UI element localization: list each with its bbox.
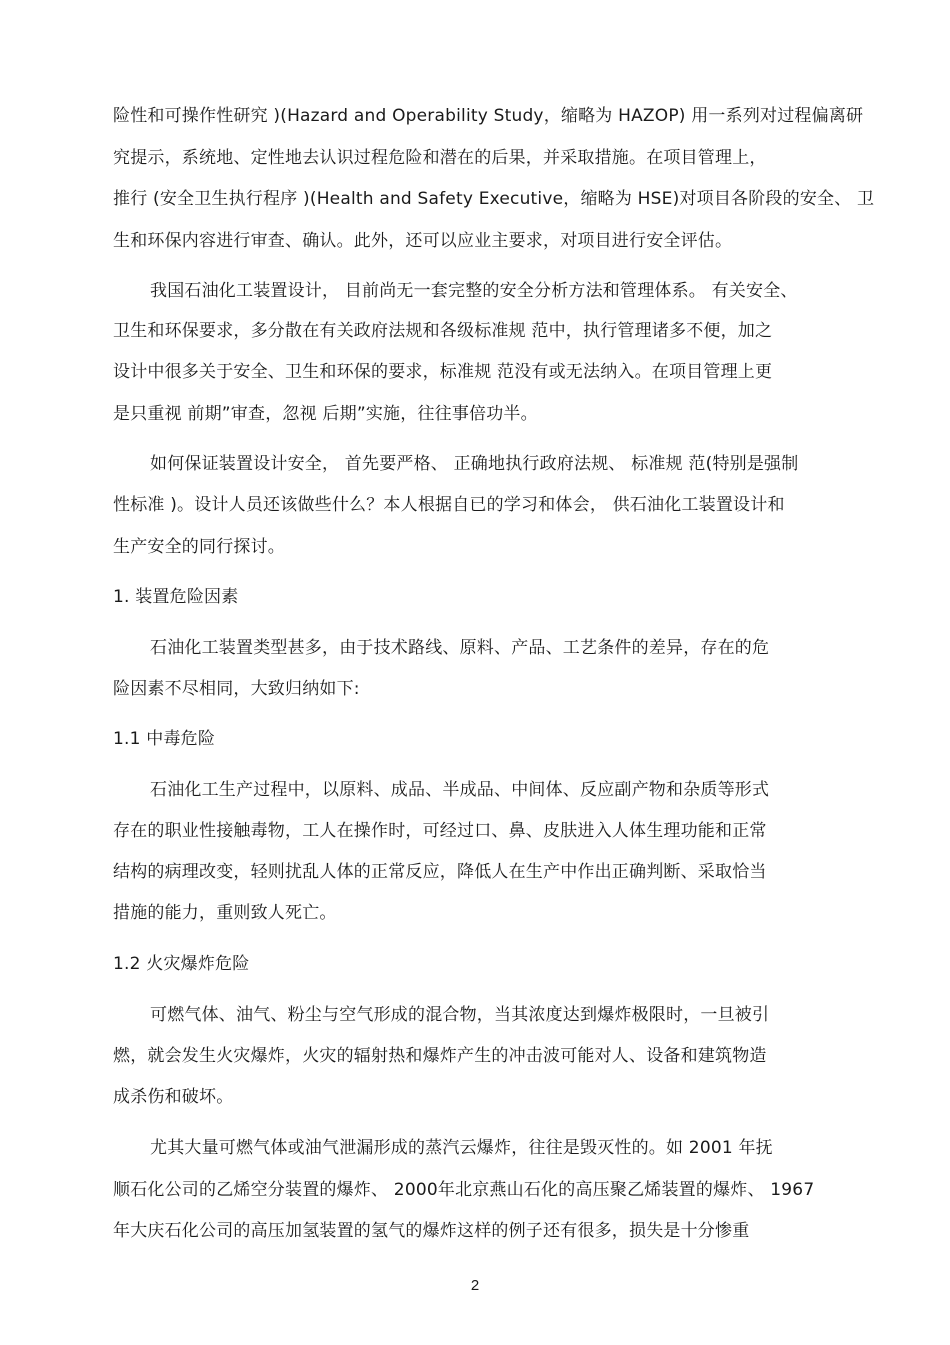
text-line: 石油化工装置类型甚多，由于技术路线、原料、产品、工艺条件的差异，存在的危	[150, 638, 770, 658]
text-line: 究提示，系统地、定性地去认识过程危险和潜在的后果，并采取措施。在项目管理上，	[113, 148, 767, 168]
text-line: 险因素不尽相同，大致归纳如下:	[113, 679, 360, 699]
text-line: 石油化工生产过程中，以原料、成品、半成品、中间体、反应副产物和杂质等形式	[150, 780, 770, 800]
text-line: 卫生和环保要求，多分散在有关政府法规和各级标准规 范中，执行管理诸多不便，加之	[113, 321, 773, 341]
text-line: 如何保证装置设计安全， 首先要严格、 正确地执行政府法规、 标准规 范(特别是强制	[150, 454, 799, 474]
section-heading: 1.2 火灾爆炸危险	[113, 954, 250, 974]
text-line: 设计中很多关于安全、卫生和环保的要求，标准规 范没有或无法纳入。在项目管理上更	[113, 362, 773, 382]
text-line: 燃，就会发生火灾爆炸，火灾的辐射热和爆炸产生的冲击波可能对人、设备和建筑物造	[113, 1046, 767, 1066]
section-heading: 1. 装置危险因素	[113, 587, 239, 607]
text-line: 险性和可操作性研究 )(Hazard and Operability Study，缩略为 HAZOP) 用一系列对过程偏离研	[113, 106, 864, 126]
text-line: 是只重视 前期”审查，忽视 后期”实施，往往事倍功半。	[113, 404, 538, 424]
text-line: 结构的病理改变，轻则扰乱人体的正常反应，降低人在生产中作出正确判断、采取恰当	[113, 862, 767, 882]
page-number: 2	[470, 1277, 480, 1294]
text-line: 生产安全的同行探讨。	[113, 537, 285, 557]
text-line: 年大庆石化公司的高压加氢装置的氢气的爆炸这样的例子还有很多，损失是十分惨重	[113, 1221, 750, 1241]
text-line: 我国石油化工装置设计， 目前尚无一套完整的安全分析方法和管理体系。 有关安全、	[150, 281, 798, 301]
text-line: 可燃气体、油气、粉尘与空气形成的混合物，当其浓度达到爆炸极限时，一旦被引	[150, 1005, 770, 1025]
text-line: 存在的职业性接触毒物，工人在操作时，可经过口、鼻、皮肤进入人体生理功能和正常	[113, 821, 767, 841]
section-heading: 1.1 中毒危险	[113, 729, 216, 749]
text-line: 成杀伤和破坏。	[113, 1087, 234, 1107]
text-line: 尤其大量可燃气体或油气泄漏形成的蒸汽云爆炸，往往是毁灭性的。如 2001 年抚	[150, 1138, 773, 1158]
text-line: 顺石化公司的乙烯空分装置的爆炸、 2000年北京燕山石化的高压聚乙烯装置的爆炸、 1967	[113, 1180, 815, 1200]
text-line: 推行 (安全卫生执行程序 )(Health and Safety Executive，缩略为 HSE)对项目各阶段的安全、 卫	[113, 189, 875, 209]
text-line: 措施的能力，重则致人死亡。	[113, 903, 337, 923]
text-line: 性标准 )。设计人员还该做些什么？本人根据自已的学习和体会， 供石油化工装置设计和	[113, 495, 785, 515]
text-line: 生和环保内容进行审查、确认。此外，还可以应业主要求，对项目进行安全评估。	[113, 231, 733, 251]
